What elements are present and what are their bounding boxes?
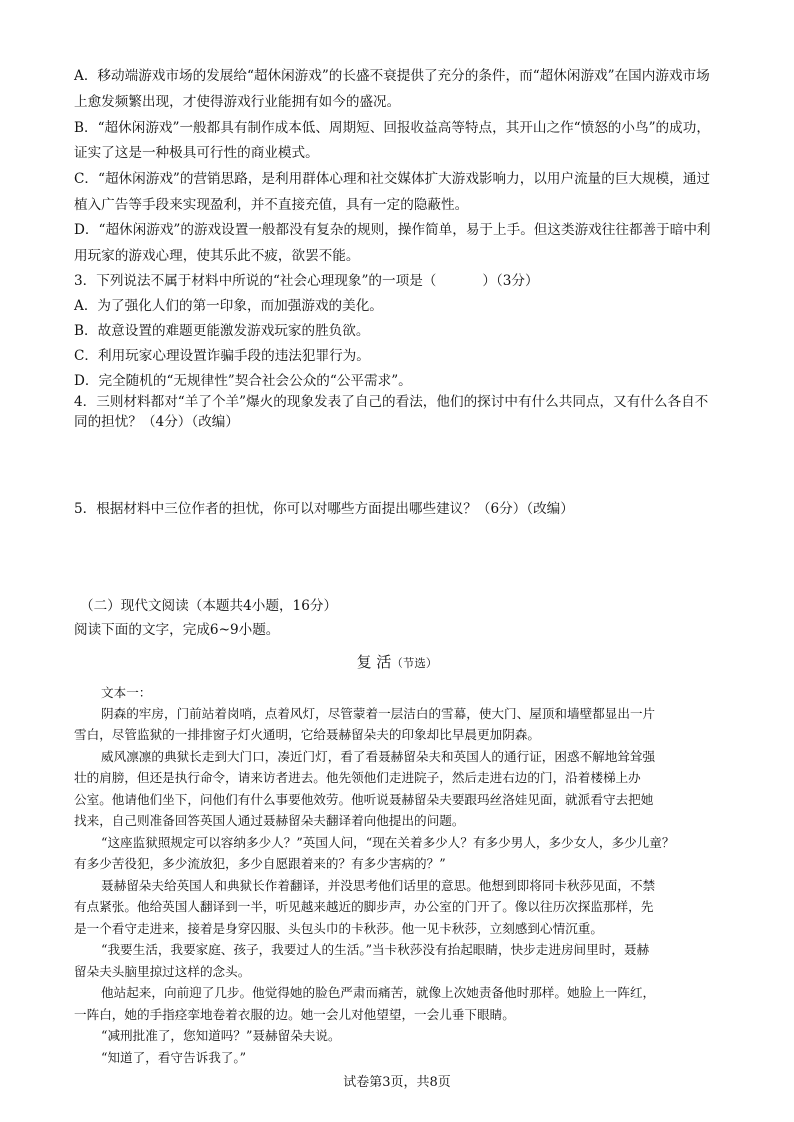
passage-title-note: （节选） bbox=[391, 656, 438, 670]
q2-option-d-line1: D．“超休闲游戏”的游戏设置一般都没有复杂的规则，操作简单，易于上手。但这类游戏往往都善于暗中利 bbox=[74, 222, 711, 238]
q3-stem bbox=[74, 272, 539, 290]
passage-line: 雪白，尽管监狱的一排排窗子灯火通明，它给聂赫留朵夫的印象却比早晨更加阴森。 bbox=[74, 727, 540, 742]
passage-line: 一阵白，她的手指痉挛地卷着衣服的边。她一会儿对他望望，一会儿垂下眼睛。 bbox=[74, 1007, 515, 1022]
passage-line: “这座监狱照规定可以容纳多少人？”英国人问，“现在关着多少人？有多少男人，多少女人，多少儿童？ bbox=[101, 835, 675, 850]
section-heading: （二）现代文阅读（本题共4小题，16分） bbox=[80, 598, 338, 614]
q3-stem-text: 3．下列说法不属于材料中所说的“社会心理现象”的一项是（ bbox=[74, 273, 437, 289]
q3-score: ）（3分） bbox=[482, 273, 539, 289]
passage-title bbox=[0, 652, 794, 673]
q2-option-c-line1: C．“超休闲游戏”的营销思路，是利用群体心理和社交媒体扩大游戏影响力，以用户流量的巨大规模，通过 bbox=[74, 171, 711, 187]
passage-line: “知道了，看守告诉我了。” bbox=[101, 1050, 247, 1065]
passage-line: 威风凛凛的典狱长走到大门口，凑近门灯，看了看聂赫留朵夫和英国人的通行证，困惑不解地耸耸强 bbox=[101, 749, 656, 764]
q4-line2: 同的担忧？（4分）（改编） bbox=[74, 414, 239, 430]
passage-line: 阴森的牢房，门前站着岗哨，点着风灯，尽管蒙着一层洁白的雪幕，使大门、屋顶和墙壁都显出一片 bbox=[101, 706, 656, 721]
passage-line: “我要生活，我要家庭、孩子，我要过人的生活。”当卡秋莎没有抬起眼睛，快步走进房间里时，聂赫 bbox=[101, 942, 650, 957]
passage-line: 聂赫留朵夫给英国人和典狱长作着翻译，并没思考他们话里的意思。他想到即将同卡秋莎见面，不禁 bbox=[101, 878, 656, 893]
passage-label: 文本一： bbox=[101, 685, 152, 700]
section-instruction: 阅读下面的文字，完成6~9小题。 bbox=[74, 622, 280, 638]
q2-option-a-line2: 上愈发频繁出现，才使得游戏行业能拥有如今的盛况。 bbox=[74, 94, 401, 110]
q2-option-b-line1: B．“超休闲游戏”一般都具有制作成本低、周期短、回报收益高等特点，其开山之作“愤怒的小鸟”的成功， bbox=[74, 120, 710, 136]
passage-line: 壮的肩膀，但还是执行命令，请来访者进去。他先领他们走进院子，然后走进右边的门，沿着楼梯上办 bbox=[74, 770, 641, 785]
q3-option-b: B．故意设置的难题更能激发游戏玩家的胜负欲。 bbox=[74, 323, 370, 339]
q2-option-c-line2: 植入广告等手段来实现盈利，并不直接充值，具有一定的隐蔽性。 bbox=[74, 197, 469, 213]
passage-line: 有点紧张。他给英国人翻译到一半，听见越来越近的脚步声，办公室的门开了。像以往历次探监那样，先 bbox=[74, 899, 654, 914]
passage-title-text: 复 活 bbox=[356, 653, 392, 671]
passage-line: 是一个看守走进来，接着是身穿囚服、头包头巾的卡秋莎。他一见卡秋莎，立刻感到心情沉重。 bbox=[74, 921, 603, 936]
passage-line: 有多少苦役犯，多少流放犯，多少自愿跟着来的？有多少害病的？” bbox=[74, 856, 446, 871]
q3-option-d: D．完全随机的“无规律性”契合社会公众的“公平需求”。 bbox=[74, 373, 412, 389]
q3-option-c: C．利用玩家心理设置诈骗手段的违法犯罪行为。 bbox=[74, 348, 370, 364]
q2-option-d-line2: 用玩家的游戏心理，使其乐此不疲，欲罢不能。 bbox=[74, 248, 360, 264]
q5: 5．根据材料中三位作者的担忧，你可以对哪些方面提出哪些建议？（6分）（改编） bbox=[74, 501, 574, 517]
passage-line: 留朵夫头脑里掠过这样的念头。 bbox=[74, 964, 251, 979]
q3-option-a: A．为了强化人们的第一印象，而加强游戏的美化。 bbox=[74, 298, 383, 314]
passage-line: 公室。他请他们坐下，问他们有什么事要他效劳。他听说聂赫留朵夫要跟玛丝洛娃见面，就派看守去把她 bbox=[74, 792, 654, 807]
passage-line: 找来，自己则准备回答英国人通过聂赫留朵夫翻译着向他提出的问题。 bbox=[74, 813, 465, 828]
q2-option-a-line1: A．移动端游戏市场的发展给“超休闲游戏”的长盛不衰提供了充分的条件，而“超休闲游戏”在国内游戏市场 bbox=[74, 68, 710, 84]
q2-option-b-line2: 证实了这是一种极具可行性的商业模式。 bbox=[74, 145, 319, 161]
page-footer: 试卷第3页，共8页 bbox=[343, 1075, 451, 1090]
passage-line: 他站起来，向前迎了几步。他觉得她的脸色严肃而痛苦，就像上次她责备他时那样。她脸上一阵红， bbox=[101, 985, 656, 1000]
passage-line: “减刑批准了，您知道吗？”聂赫留朵夫说。 bbox=[101, 1028, 341, 1043]
q4-line1: 4．三则材料都对“羊了个羊”爆火的现象发表了自己的看法，他们的探讨中有什么共同点，又有什么各自不 bbox=[74, 394, 709, 410]
